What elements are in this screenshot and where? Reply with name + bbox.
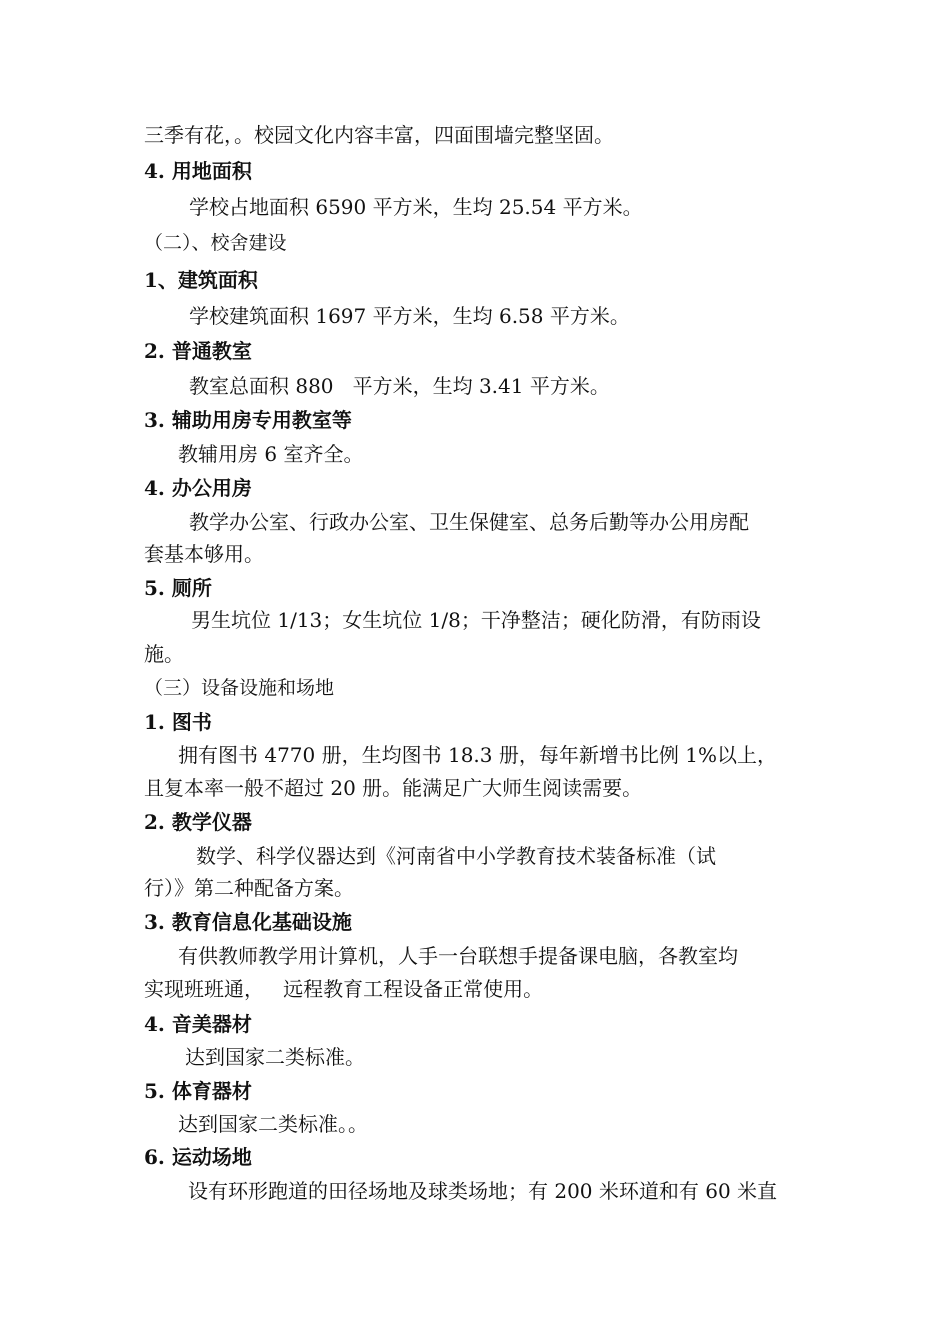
body-text: 男生坑位 1/13；女生坑位 1/8；干净整洁；硬化防滑，有防雨设 bbox=[191, 608, 761, 632]
body-text: 设有环形跑道的田径场地及球类场地；有 200 米环道和有 60 米直 bbox=[188, 1179, 778, 1203]
body-text: 达到国家二类标准。 bbox=[185, 1045, 365, 1069]
body-text: 行）》第二种配备方案。 bbox=[144, 876, 354, 900]
heading-ordinary-classroom: 2. 普通教室 bbox=[144, 339, 252, 363]
heading-teaching-instruments: 2. 教学仪器 bbox=[144, 810, 252, 834]
body-text: 有供教师教学用计算机，人手一台联想手提备课电脑，各教室均 bbox=[178, 944, 738, 968]
body-text: 数学、科学仪器达到《河南省中小学教育技术装备标准（试 bbox=[196, 844, 716, 868]
heading-office-rooms: 4. 办公用房 bbox=[144, 476, 252, 500]
body-text: 达到国家二类标准。。 bbox=[178, 1112, 368, 1136]
heading-books: 1. 图书 bbox=[144, 710, 212, 734]
body-text: 实现班班通， 远程教育工程设备正常使用。 bbox=[144, 977, 544, 1001]
heading-auxiliary-rooms: 3. 辅助用房专用教室等 bbox=[144, 408, 352, 432]
body-text: 施。 bbox=[144, 642, 184, 666]
body-text: 教学办公室、行政办公室、卫生保健室、总务后勤等办公用房配 bbox=[189, 510, 749, 534]
heading-land-area: 4. 用地面积 bbox=[144, 159, 252, 183]
body-text: 且复本率一般不超过 20 册。能满足广大师生阅读需要。 bbox=[144, 776, 643, 800]
heading-sports-equipment: 5. 体育器材 bbox=[144, 1079, 252, 1103]
heading-building-area: 1、建筑面积 bbox=[144, 268, 258, 292]
body-text: 套基本够用。 bbox=[144, 542, 264, 566]
section-heading-equipment: （三）设备设施和场地 bbox=[144, 677, 335, 699]
heading-it-infrastructure: 3. 教育信息化基础设施 bbox=[144, 910, 352, 934]
body-text: 学校建筑面积 1697 平方米，生均 6.58 平方米。 bbox=[189, 304, 630, 328]
section-heading-school-buildings: （二）、校舍建设 bbox=[144, 232, 287, 254]
heading-music-art-equipment: 4. 音美器材 bbox=[144, 1012, 252, 1036]
body-text: 拥有图书 4770 册，生均图书 18.3 册，每年新增书比例 1%以上， bbox=[178, 743, 777, 767]
body-text: 三季有花，。校园文化内容丰富，四面围墙完整坚固。 bbox=[144, 123, 614, 147]
body-text: 教室总面积 880 平方米，生均 3.41 平方米。 bbox=[189, 374, 610, 398]
body-text: 教辅用房 6 室齐全。 bbox=[178, 442, 364, 466]
heading-sports-field: 6. 运动场地 bbox=[144, 1145, 252, 1169]
body-text: 学校占地面积 6590 平方米，生均 25.54 平方米。 bbox=[189, 195, 643, 219]
heading-toilets: 5. 厕所 bbox=[144, 576, 212, 600]
